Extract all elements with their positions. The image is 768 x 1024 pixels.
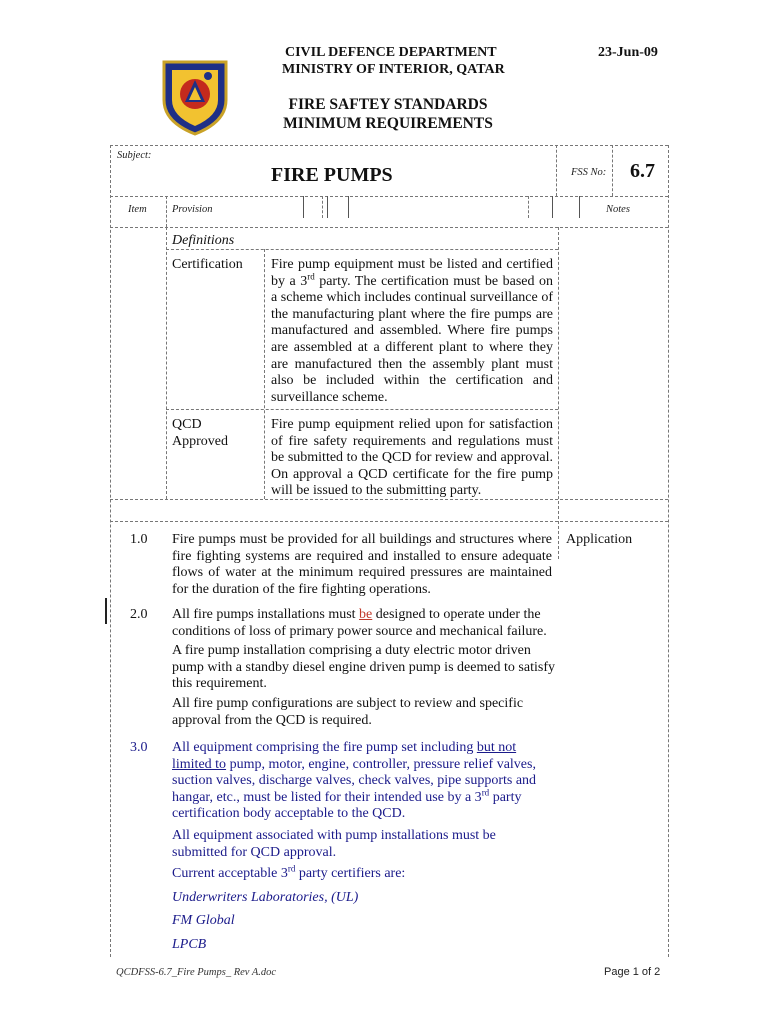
item-1-provision: Fire pumps must be provided for all buildings and structures where fire fighting systems are required and installed to ensure adequate flows of water at the minimum required pressures are maintained for the duration of the fire fighting operations.	[172, 532, 552, 597]
certifier-lpcb: LPCB	[172, 936, 207, 952]
ministry-name: MINISTRY OF INTERIOR, QATAR	[282, 62, 505, 77]
item-2-provision	[172, 607, 557, 729]
certifier-ul: Underwriters Laboratories, (UL)	[172, 889, 359, 905]
item-1-note: Application	[566, 532, 633, 547]
item-2-paragraph-1: All fire pumps installations must be designed to operate under the conditions of loss of primary power source and mechanical failure.	[172, 607, 547, 639]
item-number-1: 1.0	[130, 532, 148, 547]
column-header-item: Item	[128, 204, 147, 215]
fss-label: FSS No:	[571, 167, 607, 178]
item-3-paragraph-2: All equipment associated with pump installations must be submitted for QCD approval.	[172, 827, 496, 860]
department-name: CIVIL DEFENCE DEPARTMENT	[285, 45, 497, 60]
definition-text-certification: Fire pump equipment must be listed and certified by a 3rd party. The certification must be based on a scheme which includes continual surveillance of the manufacturing plant where the fire pumps are manufactured and assembled. Where fire pumps are assembled at a different plant to where they are manufactured then the assembly plant must also be included within the certification and surveillance scheme.	[271, 257, 553, 405]
column-header-provision: Provision	[172, 204, 213, 215]
item-3-paragraph-1: All equipment comprising the fire pump set including but not limited to pump, motor, engine, controller, pressure relief valves, suction valves, discharge valves, check valves, pipe supports and hangar, etc., must be listed for their intended use by a 3rd party certification body acceptable to the QCD.	[172, 740, 537, 822]
item-2-paragraph-2: A fire pump installation comprising a duty electric motor driven pump with a standby diesel engine driven pump is deemed to satisfy this requirement.	[172, 643, 555, 692]
subject-title: FIRE PUMPS	[271, 164, 393, 186]
standards-title: FIRE SAFTEY STANDARDS	[288, 96, 488, 113]
definition-text-qcd: Fire pump equipment relied upon for satisfaction of fire safety requirements and regulations must be submitted to the QCD for review and approval. On approval a QCD certificate for the fire pump will be issued to the submitting party.	[271, 417, 553, 499]
footer-page-number: Page 1 of 2	[604, 966, 661, 978]
certifier-fm-global: FM Global	[172, 913, 235, 929]
subject-label: Subject:	[117, 150, 152, 161]
item-number-2: 2.0	[130, 607, 148, 622]
document-date: 23-Jun-09	[598, 45, 658, 60]
column-header-notes: Notes	[606, 204, 630, 215]
item-3-paragraph-3: Current acceptable 3rd party certifiers are:	[172, 863, 406, 882]
definition-term-qcd: QCD Approved	[172, 417, 228, 449]
definitions-heading: Definitions	[172, 233, 235, 248]
item-2-paragraph-3: All fire pump configurations are subject to review and specific approval from the QCD is required.	[172, 695, 524, 728]
fss-number: 6.7	[630, 160, 655, 182]
item-number-3: 3.0	[130, 740, 148, 755]
item-3-provision	[172, 740, 547, 954]
definition-term-certification: Certification	[172, 257, 243, 272]
footer-filename: QCDFSS-6.7_Fire Pumps_ Rev A.doc	[116, 967, 277, 978]
standards-subtitle: MINIMUM REQUIREMENTS	[283, 115, 493, 132]
